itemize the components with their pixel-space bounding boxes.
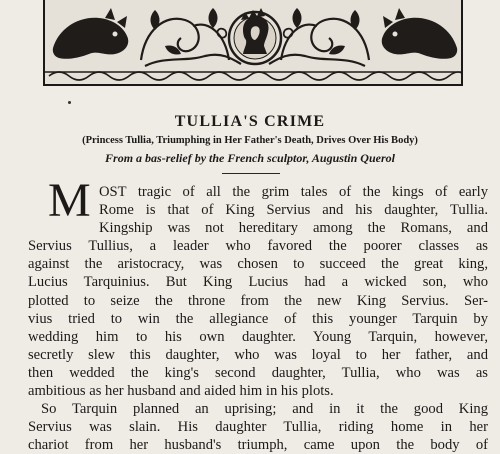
body-line: against the aristocracy, was chosen to succeed the great king, [28,256,488,273]
drop-cap: M [48,174,91,227]
body-line: secretly slew this daughter, who was loyal to her father, and [28,346,488,363]
body-line: chariot from her husband's triumph, came upon the body of [28,437,488,454]
body-line: Kingship was not hereditary among the Romans, and [99,220,488,237]
ornament-illustration [45,0,463,86]
image-credit: From a bas-relief by the French sculptor, Augustin Querol [105,151,395,165]
body-line: vius tried to win the allegiance of this younger Tarquin by [28,310,488,327]
section-divider [222,173,280,174]
article-subtitle: (Princess Tullia, Triumphing in Her Father's Death, Drives Over His Body) [82,135,418,146]
page-mark-dot [68,101,71,104]
ornamental-header-image [43,0,463,86]
body-line: Servius was slain. His daughter Tullia, riding home in her [28,419,488,436]
body-line: plotted to seize the throne from the new King Servius. Ser- [28,292,488,309]
body-line: OST tragic of all the grim tales of the kings of early [99,184,488,200]
article-title: TULLIA'S CRIME [174,113,326,130]
body-line: Rome is that of King Servius and his daughter, Tullia. [99,202,488,219]
body-line: wedding him to his own daughter. Young Tarquin, however, [28,328,488,345]
body-line: Lucius Tarquinius. But King Lucius had a wicked son, who [28,274,488,291]
body-line: Servius Tullius, a leader who favored the poorer classes as [28,238,488,255]
article-body [28,183,488,454]
body-line: then wedded the king's second daughter, Tullia, who was as [28,364,488,381]
body-line: So Tarquin planned an uprising; and in it the good King [41,401,488,418]
body-line: ambitious as her husband and aided him in his plots. [28,383,334,400]
